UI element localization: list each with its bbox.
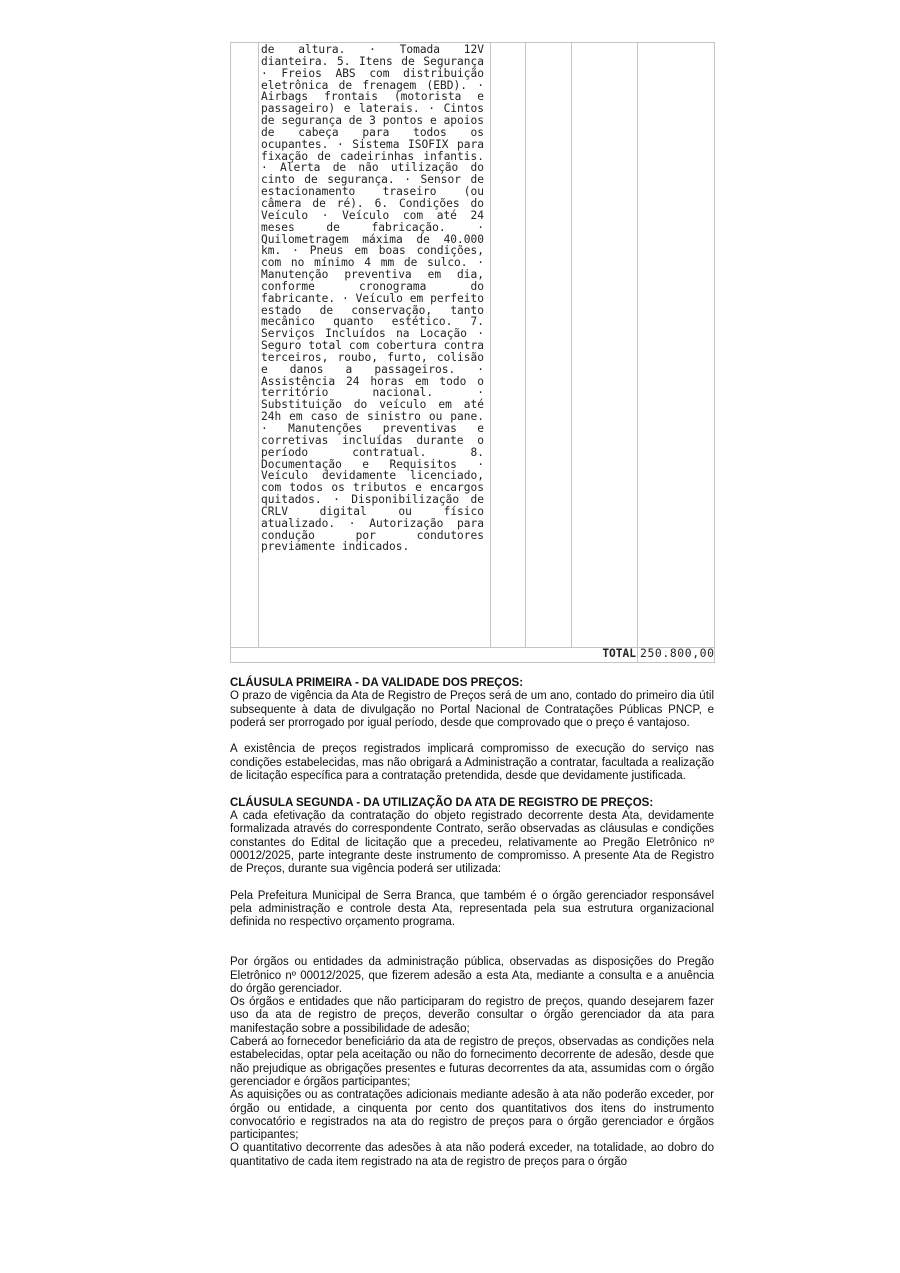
item-total-cell [638,43,715,648]
paragraph: As aquisições ou as contratações adicionais mediante adesão à ata não poderão exceder, por órgão ou entidade, a cinquenta por cento dos quantitativos dos itens do instrumento convocatório e registrados na ata do registro de preços para o órgão gerenciador e órgãos participantes; [230,1089,714,1142]
paragraph: A existência de preços registrados implicará compromisso de execução do serviço nas condições estabelecidas, mas não obrigará a Administração a contratar, facultada a realização de licitação específica para a contratação pretendida, desde que devidamente justificada. [230,743,714,783]
total-value: 250.800,00 [638,648,715,663]
clausula-segunda-title: CLÁUSULA SEGUNDA - DA UTILIZAÇÃO DA ATA DE REGISTRO DE PREÇOS: [230,796,654,809]
item-number-cell [231,43,259,648]
total-row [231,648,715,663]
quantity-cell [526,43,572,648]
clausula-primeira-title: CLÁUSULA PRIMEIRA - DA VALIDADE DOS PREÇOS: [230,677,524,689]
paragraph: A cada efetivação da contratação do objeto registrado decorrente desta Ata, devidamente formalizada através do correspondente Contrato, serão observadas as cláusulas e condições constantes do Edital de licitação que a precedeu, relativamente ao Pregão Eletrônico nº 00012/2025, parte integrante deste instrumento de compromisso. A presente Ata de Registro de Preços, durante sua vigência poderá ser utilizada: [230,809,714,876]
items-table [230,42,715,663]
contract-text [230,677,714,1169]
paragraph: Os órgãos e entidades que não participaram do registro de preços, quando desejarem fazer uso da ata de registro de preços, deverão consultar o órgão gerenciador da ata para manifestação sobre a possibilidade de adesão; [230,996,714,1035]
unit-price-cell [572,43,638,648]
paragraph: O quantitativo decorrente das adesões à ata não poderá exceder, na totalidade, ao dobro do quantitativo de cada item registrado na ata de registro de preços para o órgão [230,1142,714,1168]
total-label: TOTAL [231,648,638,663]
paragraph: Por órgãos ou entidades da administração pública, observadas as disposições do Pregão Eletrônico nº 00012/2025, que fizerem adesão a esta Ata, mediante a consulta e a anuência do órgão gerenciador. [230,956,714,995]
table-row [231,43,715,648]
unit-cell [491,43,526,648]
item-description: de altura. · Tomada 12V dianteira. 5. Itens de Segurança · Freios ABS com distribuição eletrônica de frenagem (EBD). · Airbags frontais (motorista e passageiro) e laterais. · Cintos de segurança de 3 pontos e apoios de cabeça para todos os ocupantes. · Sistema ISOFIX para fixação de cadeirinhas infantis. · Alerta de não utilização do cinto de segurança. · Sensor de estacionamento traseiro (ou câmera de ré). 6. Condições do Veículo · Veículo com até 24 meses de fabricação. · Quilometragem máxima de 40.000 km. · Pneus em boas condições, com no mínimo 4 mm de sulco. · Manutenção preventiva em dia, conforme cronograma do fabricante. · Veículo em perfeito estado de conservação, tanto mecânico quanto estético. 7. Serviços Incluídos na Locação · Seguro total com cobertura contra terceiros, roubo, furto, colisão e danos a passageiros. · Assistência 24 horas em todo o território nacional. · Substituição do veículo em até 24h em caso de sinistro ou pane. · Manutenções preventivas e corretivas incluídas durante o período contratual. 8. Documentação e Requisitos · Veículo devidamente licenciado, com todos os tributos e encargos quitados. · Disponibilização de CRLV digital ou físico atualizado. · Autorização para condução por condutores previamente indicados. [261,43,484,554]
paragraph: Caberá ao fornecedor beneficiário da ata de registro de preços, observadas as condições nela estabelecidas, optar pela aceitação ou não do fornecimento decorrente de adesão, desde que não prejudique as obrigações presentes e futuras decorrentes da ata, assumidas com o órgão gerenciador e órgãos participantes; [230,1036,714,1088]
paragraph: O prazo de vigência da Ata de Registro de Preços será de um ano, contado do primeiro dia útil subsequente à data de divulgação no Portal Nacional de Contratações Públicas PNCP, e poderá ser prorrogado por igual período, desde que comprovado que o preço é vantajoso. [230,690,714,729]
paragraph: Pela Prefeitura Municipal de Serra Branca, que também é o órgão gerenciador responsável pela administração e controle desta Ata, representada pela sua estrutura organizacional definida no respectivo orçamento programa. [230,889,714,929]
description-cell [259,43,491,648]
